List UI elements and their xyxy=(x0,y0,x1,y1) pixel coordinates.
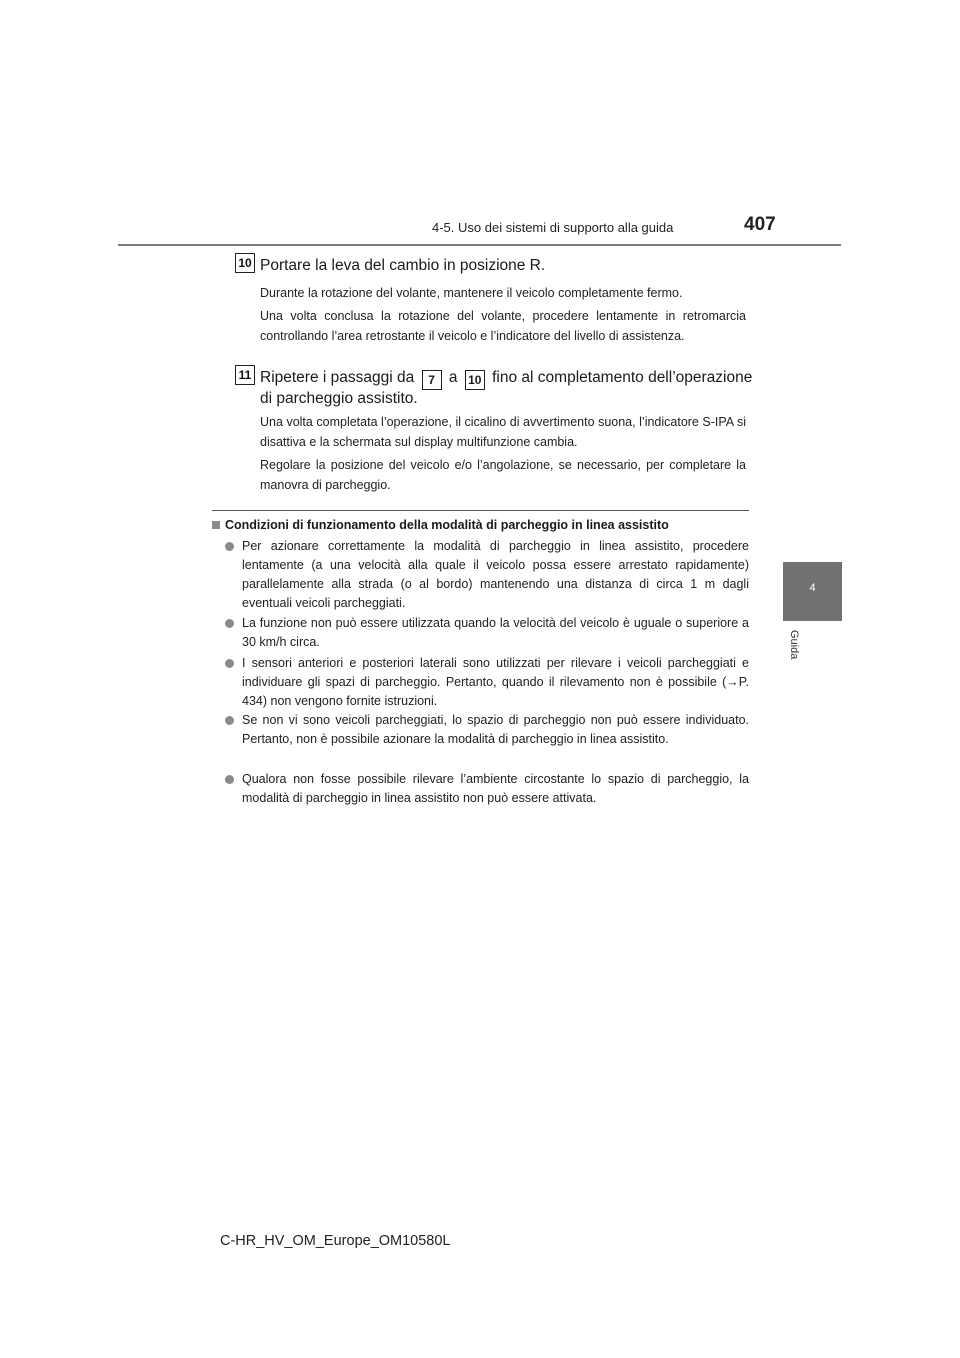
list-item-text: Se non vi sono veicoli parcheggiati, lo spazio di parcheggio non può essere individuato. Pertanto, non è possibile azionare la modalità di parcheggio in linea assistito. xyxy=(242,713,749,746)
section-title: 4-5. Uso dei sistemi di supporto alla guida xyxy=(432,220,674,235)
list-item xyxy=(225,711,749,749)
list-item-text: Qualora non fosse possibile rilevare l’ambiente circostante lo spazio di parcheggio, la modalità di parcheggio in linea assistito non può essere attivata. xyxy=(242,772,749,805)
list-item-text: La funzione non può essere utilizzata quando la velocità del veicolo è uguale o superiore a 30 km/h circa. xyxy=(242,616,749,649)
step-badge-11: 11 xyxy=(235,365,255,385)
bullet-dot-icon xyxy=(225,775,234,784)
bullet-dot-icon xyxy=(225,542,234,551)
step-10-paragraph-1: Durante la rotazione del volante, mantenere il veicolo completamente fermo. xyxy=(260,286,683,300)
chapter-label: Guida xyxy=(788,630,800,660)
chapter-number: 4 xyxy=(809,582,816,594)
bullet-dot-icon xyxy=(225,619,234,628)
list-item-text: I sensori anteriori e posteriori laterali sono utilizzati per rilevare i veicoli parcheggiati e individuare gli spazi di parcheggio. Pertanto, quando il rilevamento non è possibile (→P. 434) non vengono fornite istruzioni. xyxy=(242,656,749,708)
header-divider xyxy=(118,244,841,246)
chapter-tab xyxy=(783,562,842,621)
list-item xyxy=(225,770,749,808)
list-item-text: Per azionare correttamente la modalità di parcheggio in linea assistito, procedere lentamente (a una velocità alla quale il veicolo possa essere arrestato rapidamente) parallelamente alla strada (o al bordo) mantenendo una distanza di circa 1 m dagli eventuali veicoli parcheggiati. xyxy=(242,539,749,610)
step-11-title-line2: di parcheggio assistito. xyxy=(260,390,418,407)
step-ref-badge-7: 7 xyxy=(422,370,442,390)
step-10-paragraph-2: Una volta conclusa la rotazione del volante, procedere lentamente in retromarcia controllando l’area retrostante il veicolo e l’indicatore del livello di assistenza. xyxy=(260,309,746,343)
page-number: 407 xyxy=(744,214,776,235)
step-11-paragraph-2: Regolare la posizione del veicolo e/o l’angolazione, se necessario, per completare la manovra di parcheggio. xyxy=(260,458,746,492)
list-item xyxy=(225,537,749,613)
step-11-title xyxy=(260,367,752,390)
bullet-dot-icon xyxy=(225,659,234,668)
square-bullet-icon xyxy=(212,521,220,529)
section-heading-text: Condizioni di funzionamento della modalità di parcheggio in linea assistito xyxy=(225,518,669,532)
list-item xyxy=(225,614,749,652)
bullet-dot-icon xyxy=(225,716,234,725)
step-ref-badge-10: 10 xyxy=(465,370,485,390)
section-divider xyxy=(212,510,749,511)
step-11-paragraph-1: Una volta completata l’operazione, il cicalino di avvertimento suona, l’indicatore S-IPA si disattiva e la schermata sul display multifunzione cambia. xyxy=(260,415,746,449)
step-10-title: Portare la leva del cambio in posizione R. xyxy=(260,257,546,274)
list-item xyxy=(225,654,749,711)
step-11-title-after: fino al completamento dell’operazione xyxy=(492,369,753,386)
document-code: C-HR_HV_OM_Europe_OM10580L xyxy=(220,1233,451,1249)
step-11-title-before: Ripetere i passaggi da xyxy=(260,369,415,386)
step-11-title-mid: a xyxy=(448,369,458,386)
step-badge-10: 10 xyxy=(235,253,255,273)
section-heading xyxy=(212,518,669,532)
